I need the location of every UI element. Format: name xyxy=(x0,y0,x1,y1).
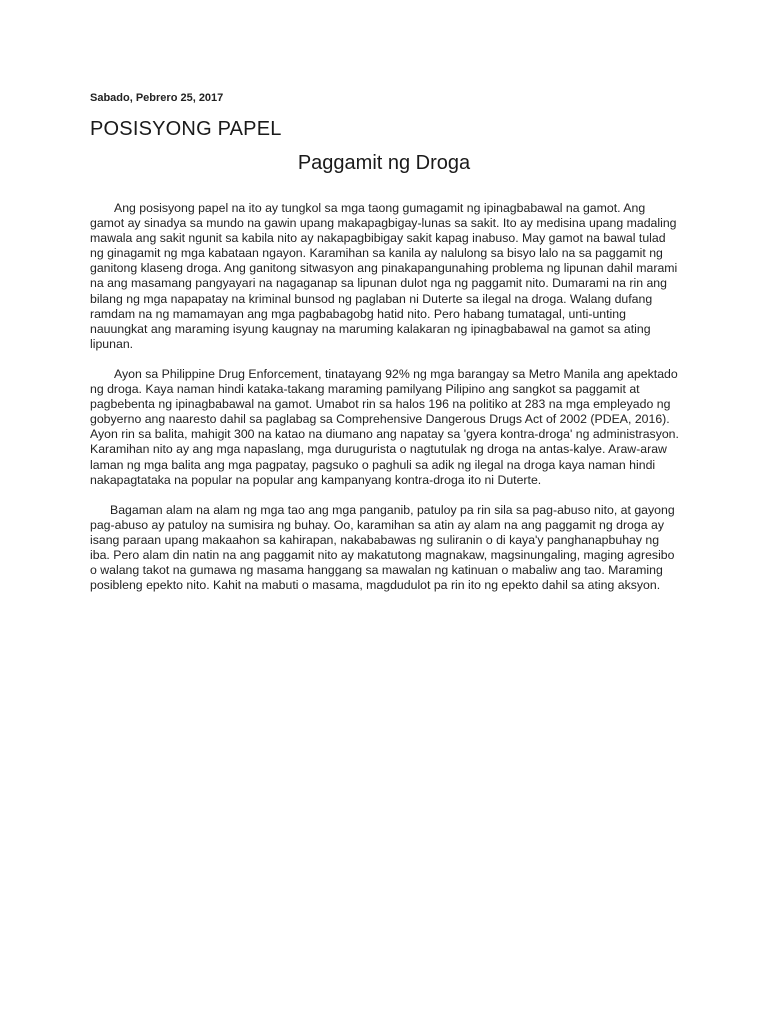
document-subtitle: Paggamit ng Droga xyxy=(297,152,471,174)
document-title: POSISYONG PAPEL xyxy=(90,118,282,140)
paragraph-2: Ayon sa Philippine Drug Enforcement, tinatayang 92% ng mga barangay sa Metro Manila ang apektado ng droga. Kaya naman hindi kataka-takang maraming pamilyang Pilipino ang sangkot sa paggamit at pagbebenta ng ipinagbabawal na gamot. Umabot rin sa halos 196 na politiko at 283 na mga empleyado ng gobyerno ang naaresto dahil sa paglabag sa Comprehensive Dangerous Drugs Act of 2002 (PDEA, 2016). Ayon rin sa balita, mahigit 300 na katao na diumano ang napatay sa 'gyera kontra-droga' ng administrasyon. Karamihan nito ay ang mga napaslang, mga durugurista o nagtutulak ng droga na antas-kalye. Araw-araw laman ng mga balita ang mga pagpatay, pagsuko o paghuli sa adik ng ilegal na droga kaya naman hindi nakapagtataka na popular na popular ang kampanyang kontra-droga ito ni Duterte. xyxy=(90,366,679,487)
paragraph-3: Bagaman alam na alam ng mga tao ang mga panganib, patuloy pa rin sila sa pag-abuso nito, at gayong pag-abuso ay patuloy na sumisira ng buhay. Oo, karamihan sa atin ay alam na ang paggamit ng droga ay isang paraan upang makaahon sa kahirapan, nakababawas ng suliranin o di kaya'y panghanapbuhay ng iba. Pero alam din natin na ang paggamit nito ay makatutong magnakaw, magsinungaling, maging agresibo o walang takot na gumawa ng masama hanggang sa mawalan ng katinuan o mabaliw ang tao. Maraming posibleng epekto nito. Kahit na mabuti o masama, magdudulot pa rin ito ng epekto dahil sa ating aksyon. xyxy=(90,502,675,593)
document-body xyxy=(90,201,680,608)
paragraph-1: Ang posisyong papel na ito ay tungkol sa mga taong gumagamit ng ipinagbabawal na gamot. Ang gamot ay sinadya sa mundo na gawin upang makapagbigay-lunas sa sakit. Ito ay medisina upang madaling mawala ang sakit ngunit sa kabila nito ay nakapagbibigay sakit kapag inabuso. May gamot na bawal tulad ng ginagamit ng mga kabataan ngayon. Karamihan sa kanila ay nalulong sa bisyo lalo na sa paggamit ng ganitong klaseng droga. Ang ganitong sitwasyon ang pinakapangunahing problema ng lipunan dahil marami na ang masamang pangyayari na nagaganap sa lipunan dulot nga ng paggamit nito. Dumarami na rin ang bilang ng mga napapatay na kriminal bunsod ng paglaban ni Duterte sa ilegal na droga. Walang dufang ramdam na ng mamamayan ang mga pagbabagobg hatid nito. Pero habang tumatagal, unti-unting nauungkat ang maraming isyung kaugnay na maruming kalakaran ng ipinagbabawal na gamot sa ating lipunan. xyxy=(90,201,678,351)
post-date: Sabado, Pebrero 25, 2017 xyxy=(90,92,224,104)
